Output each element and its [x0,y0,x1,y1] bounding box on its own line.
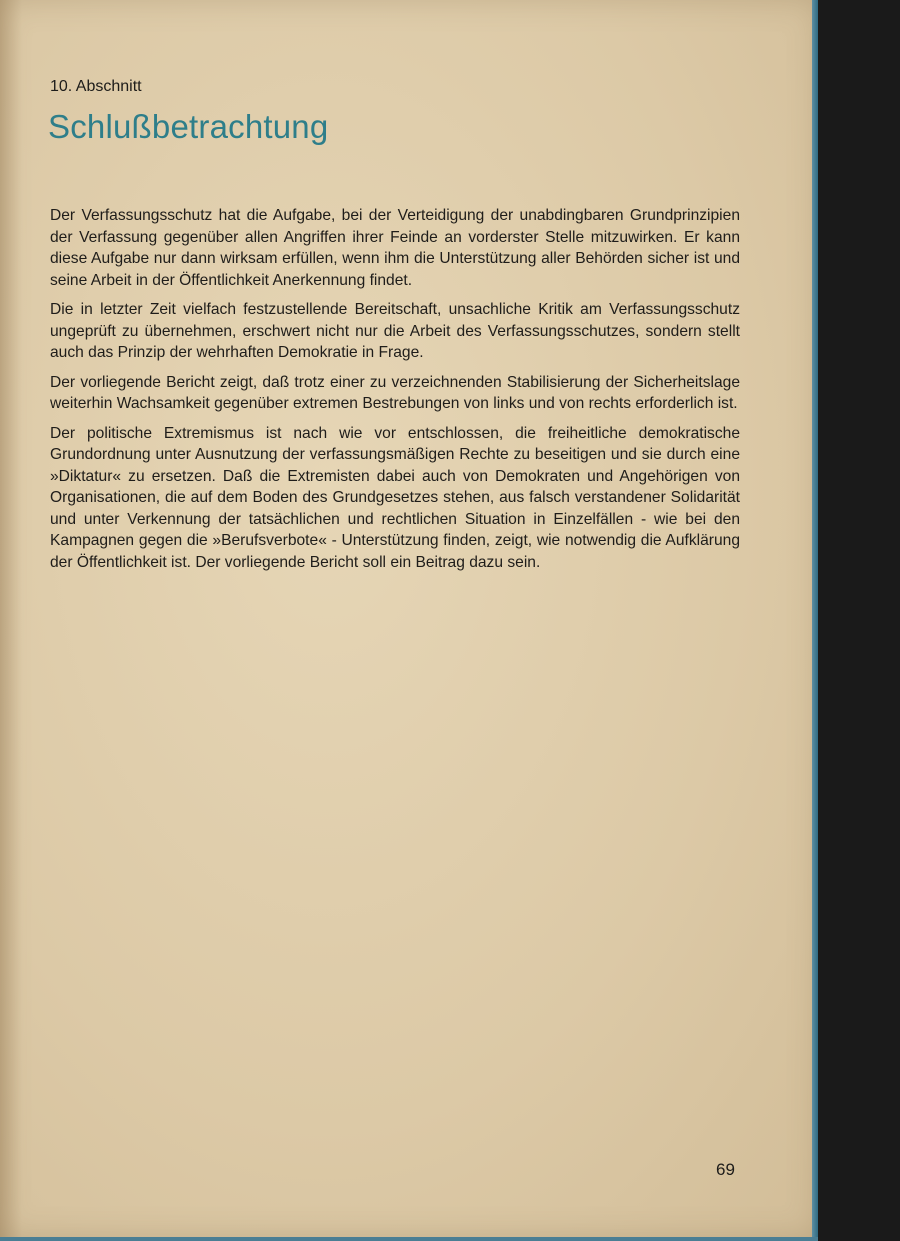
body-text [50,205,740,581]
chapter-label: 10. Abschnitt [50,78,142,95]
bottom-edge-strip [0,1237,818,1241]
paragraph: Der Verfassungsschutz hat die Aufgabe, bei der Verteidigung der unabdingbaren Grundprinzipien der Verfassung gegenüber allen Angriffen ihrer Feinde an vorderster Stelle mitzuwirken. Er kann diese Aufgabe nur dann wirksam erfüllen, wenn ihm die Unterstützung aller Behörden sicher ist und seine Arbeit in der Öffentlichkeit Anerkennung findet. [50,207,740,289]
page-title: Schlußbetrachtung [48,108,329,145]
page-number: 69 [716,1160,735,1179]
cover-edge-strip [812,0,818,1238]
paragraph: Der vorliegende Bericht zeigt, daß trotz einer zu verzeichnenden Stabilisierung der Sicherheitslage weiterhin Wachsamkeit gegenüber extremen Bestrebungen von links und von rechts erforderlich ist. [50,373,740,412]
paragraph: Der politische Extremismus ist nach wie vor entschlossen, die freiheitliche demokratische Grundordnung unter Ausnutzung der verfassungsmäßigen Rechte zu beseitigen und sie durch eine »Diktatur« zu ersetzen. Daß die Extremisten dabei auch von Demokraten und Angehörigen von Organisationen, die auf dem Boden des Grundgesetzes stehen, aus falsch verstandener Solidarität und unter Verkennung der tatsächlichen und rechtlichen Situation in Einzelfällen - wie bei den Kampagnen gegen die »Berufsverbote« - Unterstützung finden, zeigt, wie notwendig die Aufklärung der Öffentlichkeit ist. Der vorliegende Bericht soll ein Beitrag dazu sein. [50,424,740,571]
paragraph: Die in letzter Zeit vielfach festzustellende Bereitschaft, unsachliche Kritik am Verfassungsschutz ungeprüft zu übernehmen, erschwert nicht nur die Arbeit des Verfassungsschutzes, sondern stellt auch das Prinzip der wehrhaften Demokratie in Frage. [50,301,740,361]
